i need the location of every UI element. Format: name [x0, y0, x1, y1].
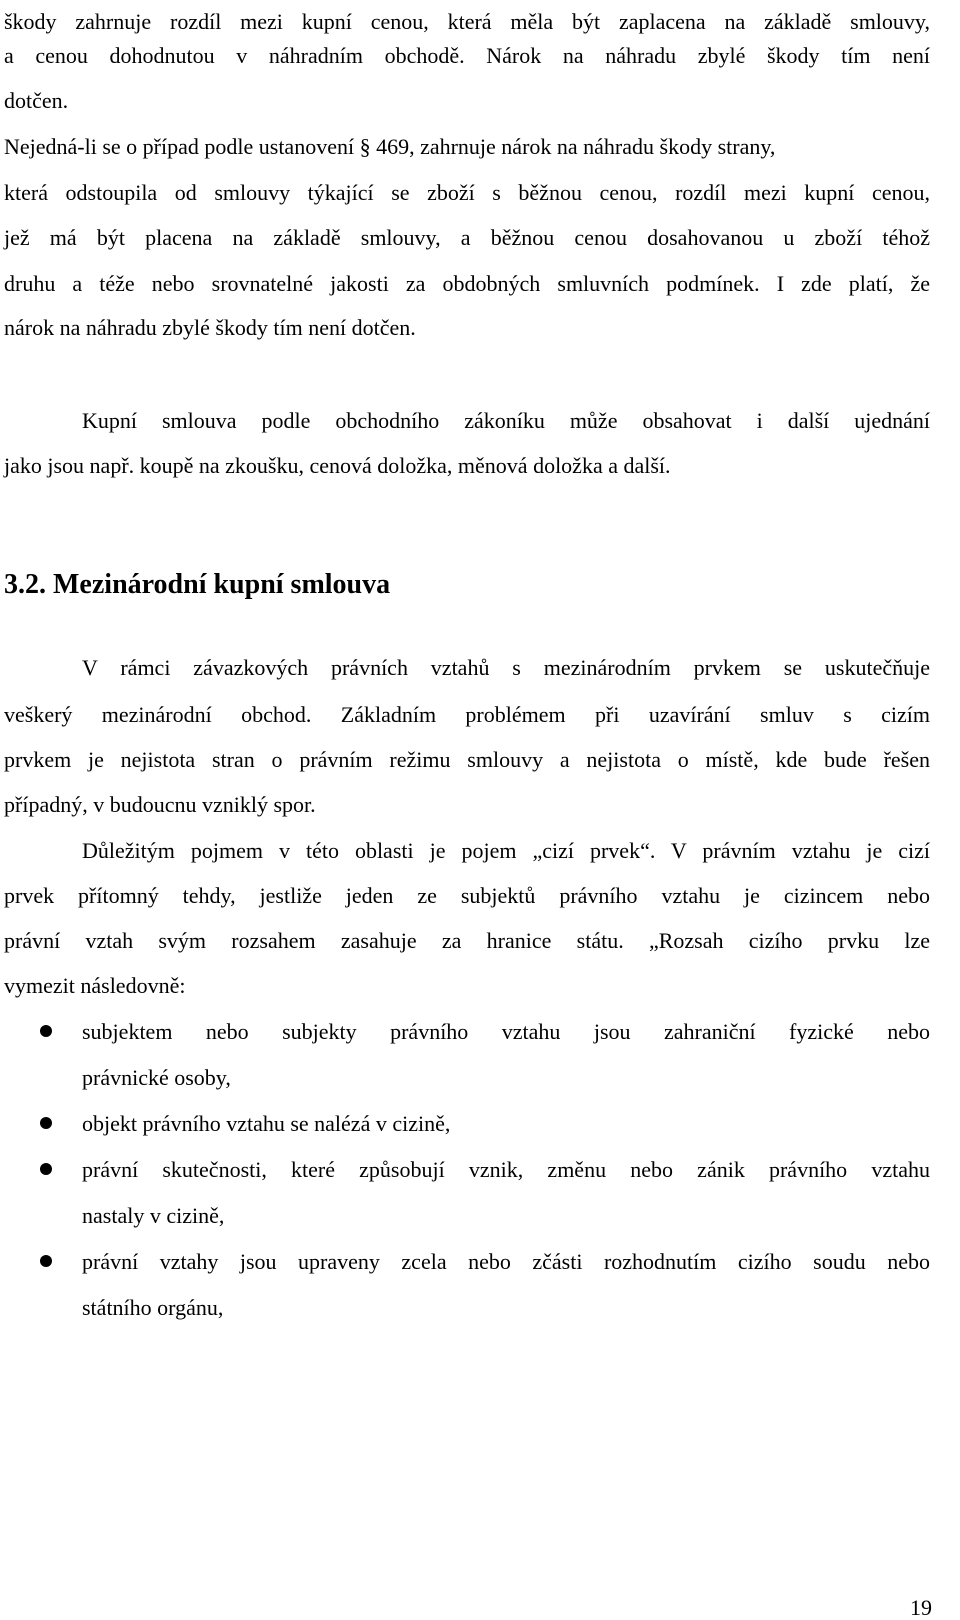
paragraph-line: případný, v budoucnu vzniklý spor.	[4, 792, 316, 817]
list-item: státního orgánu,	[82, 1295, 224, 1320]
paragraph-line: Důležitým pojmem v této oblasti je pojem „cizí prvek“. V právním vztahu je cizí	[82, 838, 930, 863]
paragraph-line: jako jsou např. koupě na zkoušku, cenová doložka, měnová doložka a další.	[4, 453, 671, 478]
paragraph-line: Kupní smlouva podle obchodního zákoníku může obsahovat i další ujednání	[82, 408, 930, 433]
paragraph-line: prvek přítomný tehdy, jestliže jeden ze subjektů právního vztahu je cizincem nebo	[4, 883, 930, 908]
bullet-icon	[40, 1117, 52, 1129]
bullet-icon	[40, 1255, 52, 1267]
page-number: 19	[910, 1595, 932, 1620]
paragraph-line: vymezit následovně:	[4, 973, 186, 998]
list-item: subjektem nebo subjekty právního vztahu jsou zahraniční fyzické nebo	[82, 1019, 930, 1044]
paragraph-line: která odstoupila od smlouvy týkající se zboží s běžnou cenou, rozdíl mezi kupní cenou,	[4, 180, 930, 205]
paragraph-line: prvkem je nejistota stran o právním režimu smlouvy a nejistota o místě, kde bude řešen	[4, 747, 930, 772]
paragraph-line: dotčen.	[4, 88, 69, 113]
section-heading: 3.2. Mezinárodní kupní smlouva	[4, 569, 391, 600]
bullet-icon	[40, 1025, 52, 1037]
paragraph-line: veškerý mezinárodní obchod. Základním problémem při uzavírání smluv s cizím	[4, 702, 930, 727]
paragraph-line: škody zahrnuje rozdíl mezi kupní cenou, která měla být zaplacena na základě smlouvy,	[4, 9, 930, 34]
paragraph-line: Nejedná-li se o případ podle ustanovení § 469, zahrnuje nárok na náhradu škody strany,	[4, 134, 776, 159]
list-item: objekt právního vztahu se nalézá v cizině,	[82, 1111, 451, 1136]
bullet-icon	[40, 1163, 52, 1175]
paragraph-line: druhu a téže nebo srovnatelné jakosti za obdobných smluvních podmínek. I zde platí, že	[4, 271, 930, 296]
paragraph-line: jež má být placena na základě smlouvy, a běžnou cenou dosahovanou u zboží téhož	[4, 225, 930, 250]
paragraph-line: V rámci závazkových právních vztahů s mezinárodním prvkem se uskutečňuje	[82, 655, 930, 680]
list-item: nastaly v cizině,	[82, 1203, 225, 1228]
list-item: právní skutečnosti, které způsobují vznik, změnu nebo zánik právního vztahu	[82, 1157, 930, 1182]
paragraph-line: a cenou dohodnutou v náhradním obchodě. Nárok na náhradu zbylé škody tím není	[4, 43, 930, 68]
paragraph-line: právní vztah svým rozsahem zasahuje za hranice státu. „Rozsah cizího prvku lze	[4, 928, 930, 953]
paragraph-line: nárok na náhradu zbylé škody tím není dotčen.	[4, 315, 416, 340]
list-item: právnické osoby,	[82, 1065, 231, 1090]
list-item: právní vztahy jsou upraveny zcela nebo zčásti rozhodnutím cizího soudu nebo	[82, 1249, 930, 1274]
